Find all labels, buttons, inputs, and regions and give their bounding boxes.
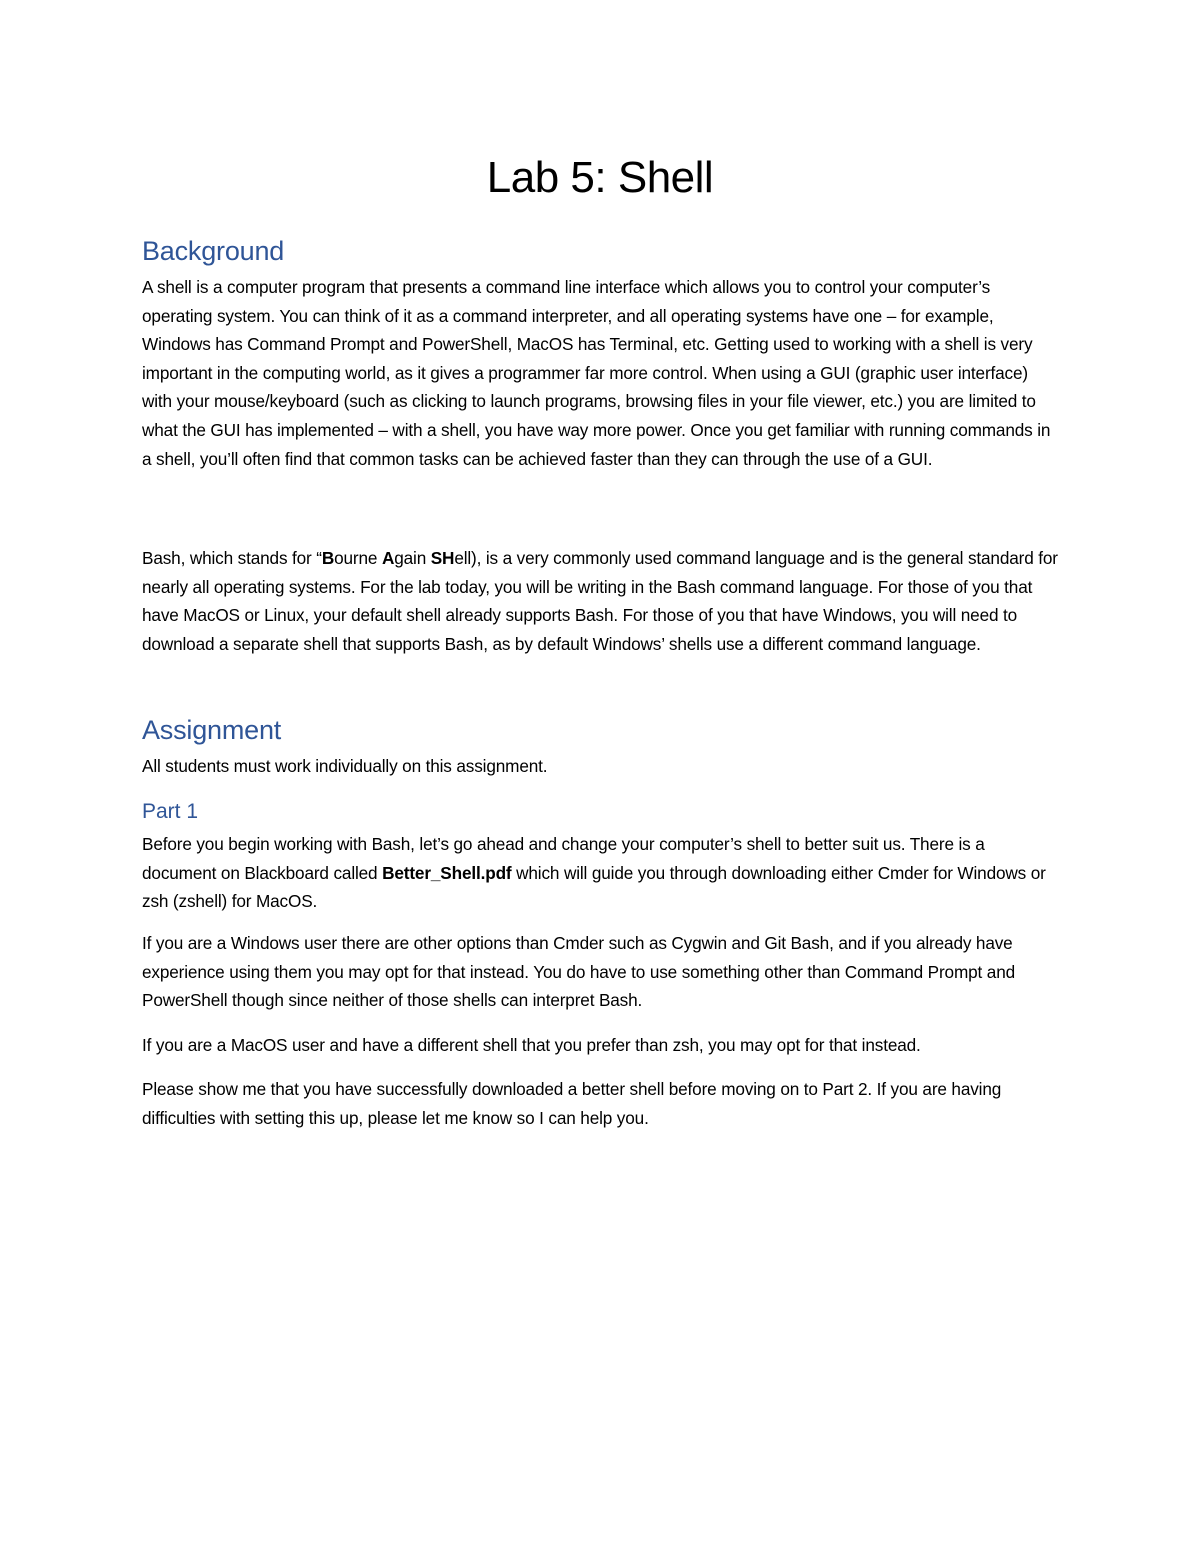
text-run: Bash, which stands for “ (142, 548, 322, 568)
text-run: ourne (334, 548, 382, 568)
text-run: which will guide you through downloading either Cmder for Windows or zsh (zshell) for MacOS. (142, 862, 1046, 912)
text-run-bold: B (321, 548, 335, 568)
paragraph-background-2 (142, 544, 1060, 658)
text-run-bold: Better_Shell.pdf (382, 862, 512, 883)
text-run-bold: A (381, 548, 395, 568)
text-run: ell), is a very commonly used command language and is the general standard for nearly all operating systems. For the lab today, you will be writing in the Bash command language. For those of you that have MacOS or Linux, your default shell already supports Bash. For those of you that have Windows, you will need to download a separate shell that supports Bash, as by default Windows’ shells use a different command language. (142, 548, 1058, 654)
text-run-bold: SH (430, 548, 455, 568)
paragraph-assignment-intro: All students must work individually on this assignment. (142, 756, 548, 776)
document-title: Lab 5: Shell (486, 153, 714, 202)
paragraph-part1-3: If you are a MacOS user and have a different shell that you prefer than zsh, you may opt for that instead. (142, 1035, 921, 1055)
paragraph-part1-1 (142, 830, 1060, 916)
heading-assignment: Assignment (142, 715, 282, 745)
text-run: Before you begin working with Bash, let’s go ahead and change your computer’s shell to better suit us. There is a document on Blackboard called (142, 834, 985, 883)
heading-part-1: Part 1 (142, 800, 199, 823)
paragraph-part1-2: If you are a Windows user there are other options than Cmder such as Cygwin and Git Bash, and if you already have experience using them you may opt for that instead. You do have to use something other than Command Prompt and PowerShell though since neither of those shells can interpret Bash. (142, 933, 1016, 1011)
paragraph-background-1: A shell is a computer program that presents a command line interface which allows you to control your computer’s operating system. You can think of it as a command interpreter, and all operating systems have one – for example, Windows has Command Prompt and PowerShell, MacOS has Terminal, etc. Getting used to working with a shell is very important in the computing world, as it gives a programmer far more control. When using a GUI (graphic user interface) with your mouse/keyboard (such as clicking to launch programs, browsing files in your file viewer, etc.) you are limited to what the GUI has implemented – with a shell, you have way more power. Once you get familiar with running commands in a shell, you’ll often find that common tasks can be achieved faster than they can through the use of a GUI. (142, 277, 1051, 469)
heading-background: Background (142, 236, 285, 266)
text-run: gain (394, 548, 431, 568)
paragraph-part1-4: Please show me that you have successfully downloaded a better shell before moving on to Part 2. If you are having difficulties with setting this up, please let me know so I can help you. (142, 1079, 1002, 1128)
